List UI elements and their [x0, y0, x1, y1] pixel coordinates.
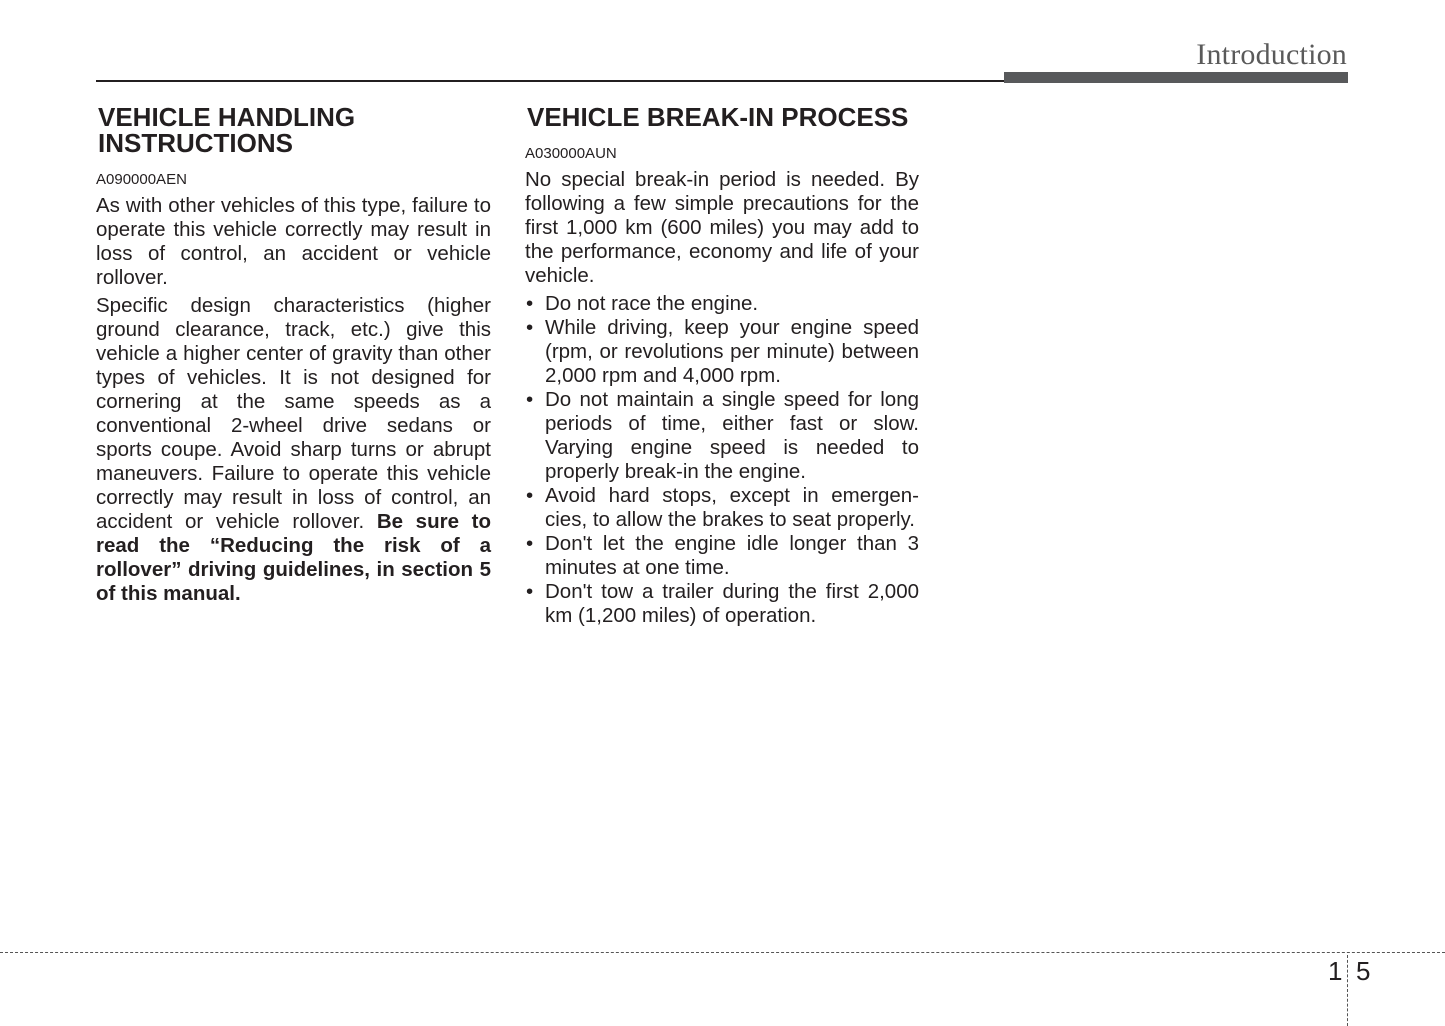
- bullet-icon: •: [526, 532, 534, 555]
- rollover-guideline-note: Be sure to read the “Reducing the risk of a rollover” driving guidelines, in section 5 of this manual.: [96, 510, 491, 605]
- heading-line-2: INSTRUCTIONS: [98, 128, 293, 158]
- list-item-text: While driving, keep your engine speed (rpm, or revolutions per minute) between 2,000 rpm and 4,000 rpm.: [545, 316, 919, 387]
- list-item-text: Do not race the engine.: [545, 292, 759, 315]
- column-break-in: [525, 104, 919, 628]
- chapter-number: 1: [1328, 956, 1343, 986]
- page-number-separator: [1347, 955, 1348, 1026]
- list-item: [525, 388, 919, 484]
- bullet-icon: •: [526, 484, 534, 507]
- paragraph-failure-warning: As with other vehicles of this type, failure to operate this vehicle correctly may result in loss of control, an accident or vehicle rollover.: [96, 194, 491, 289]
- break-in-precautions-list: [525, 292, 919, 628]
- heading-line-1: VEHICLE HANDLING: [98, 102, 356, 132]
- column-vehicle-handling: [96, 104, 491, 610]
- paragraph-break-in-intro: No special break-in period is needed. By following a few simple precautions for the first 1,000 km (600 miles) you may add to the performance, economy and life of your vehicle.: [525, 168, 919, 287]
- page-number: 5: [1356, 956, 1371, 986]
- footer-dashed-rule: [0, 952, 1445, 953]
- bullet-icon: •: [526, 388, 534, 411]
- list-item: [525, 532, 919, 580]
- bullet-icon: •: [526, 292, 534, 315]
- list-item-text: Don't tow a trailer during the first 2,000 km (1,200 miles) of operation.: [545, 580, 919, 627]
- section-code: A090000AEN: [96, 171, 187, 188]
- bullet-icon: •: [526, 316, 534, 339]
- paragraph-design-text: Specific design characteristics (higher ground clearance, track, etc.) give this vehicle a higher center of gravity than other types of vehicles. It is not designed for cornering at the same speeds as a conventional 2-wheel drive sedans or sports coupe. Avoid sharp turns or abrupt maneuvers. Failure to operate this vehicle correctly may result in loss of control, an accident or vehicle rollover.: [96, 294, 491, 533]
- header-rule: [96, 80, 1006, 82]
- paragraph-design-characteristics: [96, 294, 491, 606]
- section-title: Introduction: [1196, 38, 1347, 71]
- list-item: [525, 580, 919, 628]
- section-code: A030000AUN: [525, 145, 617, 162]
- heading-break-in-process: VEHICLE BREAK-IN PROCESS: [527, 102, 909, 132]
- list-item-text: Avoid hard stops, except in emergencies, to allow the brakes to seat properly.: [545, 484, 919, 531]
- bullet-icon: •: [526, 580, 534, 603]
- heading-vehicle-handling: [96, 104, 491, 156]
- list-item: [525, 292, 919, 316]
- list-item: [525, 316, 919, 388]
- list-item-text: Do not maintain a single speed for long periods of time, either fast or slow. Varying engine speed is needed to properly break-in the engine.: [545, 388, 919, 483]
- header-accent-bar: [1004, 72, 1348, 83]
- list-item-text: Don't let the engine idle longer than 3 minutes at one time.: [545, 532, 919, 579]
- list-item: [525, 484, 919, 532]
